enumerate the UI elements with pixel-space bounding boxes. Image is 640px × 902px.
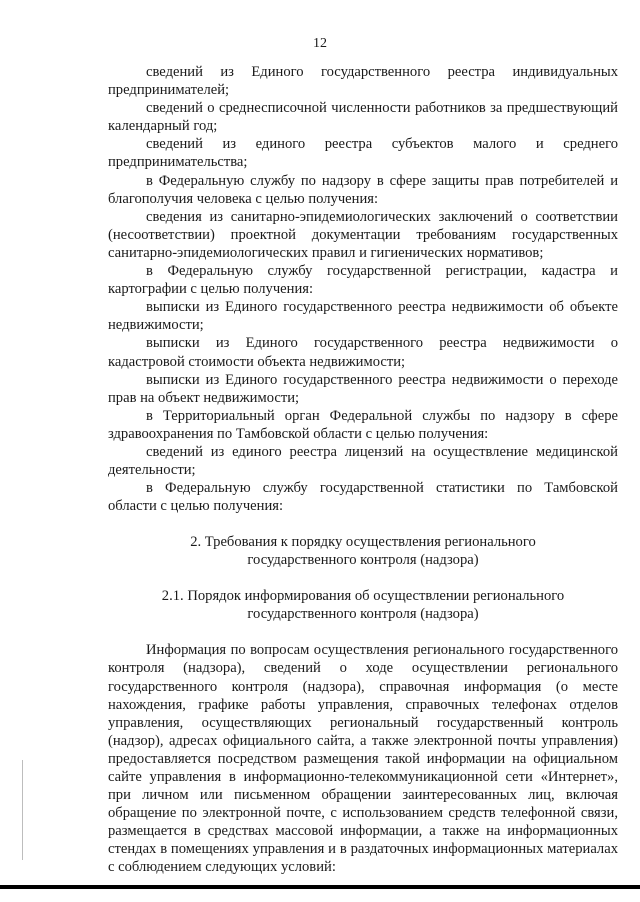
page-number: 12 [313, 36, 327, 51]
section-heading-line: государственного контроля (надзора) [247, 552, 479, 569]
paragraph: выписки из Единого государственного реестра недвижимости о кадастровой стоимости объекта недвижимости; [108, 335, 618, 370]
paragraph: выписки из Единого государственного реестра недвижимости о переходе прав на объект недвижимости; [108, 371, 618, 406]
paragraph: сведений из единого реестра субъектов малого и среднего предпринимательства; [108, 136, 618, 171]
paragraph: выписки из Единого государственного реестра недвижимости об объекте недвижимости; [108, 299, 618, 334]
subsection-heading [108, 587, 618, 623]
paragraph: сведений о среднесписочной численности работников за предшествующий календарный год; [108, 100, 618, 135]
section-heading [108, 533, 618, 569]
paragraph: в Территориальный орган Федеральной службы по надзору в сфере здравоохранения по Тамбовской области с целью получения: [108, 407, 618, 442]
paragraph: сведений из единого реестра лицензий на осуществление медицинской деятельности; [108, 443, 618, 479]
subsection-heading-line: государственного контроля (надзора) [247, 606, 479, 623]
paragraph: сведения из санитарно-эпидемиологических заключений о соответствии (несоответствии) проектной документации требованиям государственных санитарно-эпидемиологических правил и гигиенических нормативов; [108, 208, 618, 261]
paragraph: в Федеральную службу государственной статистики по Тамбовской области с целью получения: [108, 480, 618, 515]
subsection-heading-line: 2.1. Порядок информирования об осуществлении регионального [161, 588, 565, 605]
paragraph: в Федеральную службу по надзору в сфере защиты прав потребителей и благополучия человека с целью получения: [108, 172, 618, 207]
section-heading-line: 2. Требования к порядку осуществления регионального [190, 534, 536, 551]
paragraph: в Федеральную службу государственной регистрации, кадастра и картографии с целью получения: [108, 263, 618, 298]
document-body [108, 63, 618, 877]
main-paragraph: Информация по вопросам осуществления регионального государственного контроля (надзора), сведений о ходе осуществлении регионального государственного контроля (надзора), справочная информация (о месте нахождения, графике работы управления, справочных телефонах отделов управления, осуществляющих региональный государственный контроль (надзор), адресах официального сайта, а также электронной почты управления) предоставляется посредством размещения такой информации на официальном сайте управления в информационно-телекоммуникационной сети «Интернет», при личном или письменном обращении заинтересованных лиц, включая обращение по электронной почте, с использованием средств телефонной связи, размещается в средствах массовой информации, а также на информационных стендах в помещениях управления и в раздаточных информационных материалах с соблюдением следующих условий: [108, 642, 618, 876]
scan-margin-line [22, 760, 23, 860]
scan-bottom-edge [0, 885, 640, 889]
paragraph: сведений из Единого государственного реестра индивидуальных предпринимателей; [108, 64, 618, 99]
